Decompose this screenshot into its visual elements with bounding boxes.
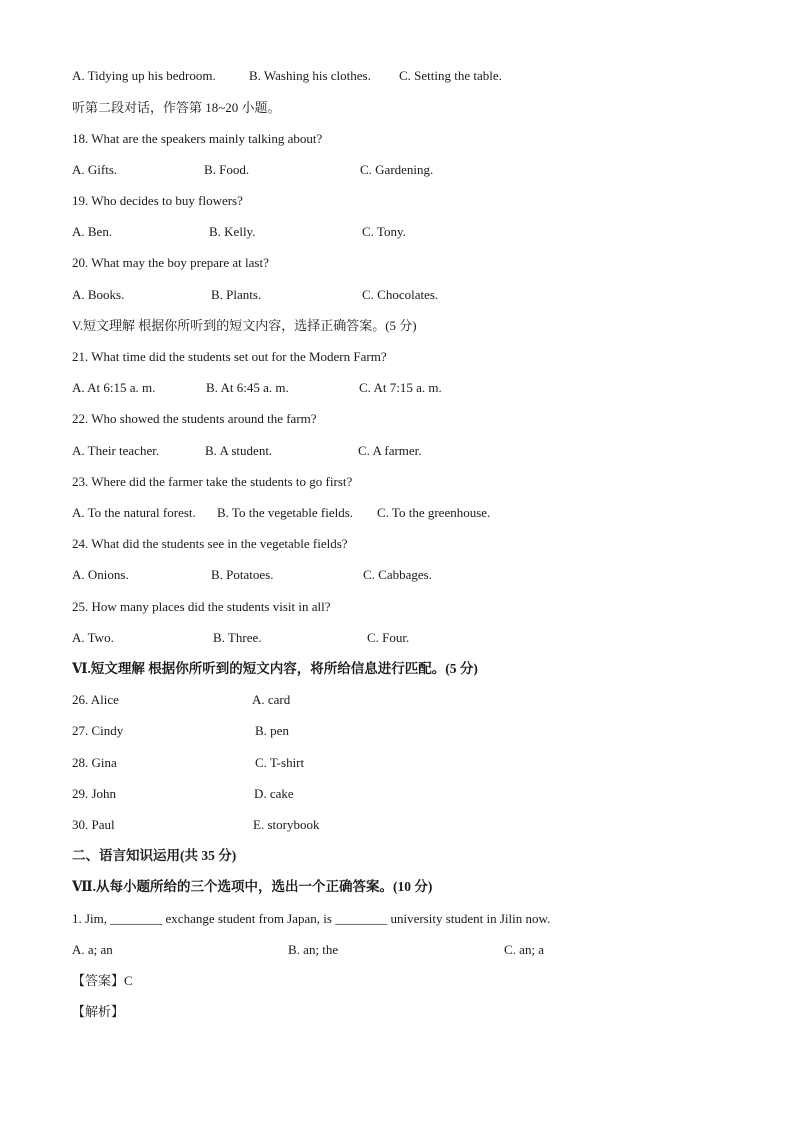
matching-gift: E. storybook <box>253 817 320 832</box>
option-b: B. Washing his clothes. <box>249 68 371 83</box>
matching-gift: A. card <box>252 692 291 707</box>
option-c: C. an; a <box>504 942 545 957</box>
option-a: A. Gifts. <box>72 162 118 177</box>
matching-person: 29. John <box>72 786 117 801</box>
option-b: B. Food. <box>204 162 250 177</box>
option-b: B. Kelly. <box>209 224 256 239</box>
answer-line <box>72 972 133 990</box>
option-c: C. At 7:15 a. m. <box>359 380 442 395</box>
part-two-heading: 二、语言知识运用(共 35 分) <box>72 848 237 863</box>
question-23-stem: 23. Where did the farmer take the students to go first? <box>72 474 353 489</box>
question-20-stem: 20. What may the boy prepare at last? <box>72 255 269 270</box>
analysis-label: 【解析】 <box>72 1004 125 1019</box>
question-18-stem: 18. What are the speakers mainly talking about? <box>72 131 323 146</box>
option-a: A. Their teacher. <box>72 443 160 458</box>
option-c: C. Chocolates. <box>362 287 439 302</box>
option-b: B. Plants. <box>211 287 262 302</box>
answer-label: 【答案】 <box>72 973 125 988</box>
option-c: C. Gardening. <box>360 162 434 177</box>
option-c: C. Cabbages. <box>363 567 432 582</box>
option-c: C. A farmer. <box>358 443 422 458</box>
section-dialog-2-heading: 听第二段对话，作答第 18~20 小题。 <box>72 100 281 115</box>
option-b: B. Three. <box>213 630 262 645</box>
section-v-heading: V.短文理解 根据你所听到的短文内容，选择正确答案。(5 分) <box>72 318 417 333</box>
option-b: B. Potatoes. <box>211 567 274 582</box>
question-19-stem: 19. Who decides to buy flowers? <box>72 193 243 208</box>
option-c: C. Tony. <box>362 224 406 239</box>
matching-gift: B. pen <box>255 723 289 738</box>
option-b: B. At 6:45 a. m. <box>206 380 289 395</box>
section-vii-heading: Ⅶ.从每小题所给的三个选项中，选出一个正确答案。(10 分) <box>72 879 433 894</box>
matching-person: 30. Paul <box>72 817 115 832</box>
option-a: A. At 6:15 a. m. <box>72 380 156 395</box>
option-a: A. Tidying up his bedroom. <box>72 68 216 83</box>
option-b: B. To the vegetable fields. <box>217 505 354 520</box>
option-a: A. Two. <box>72 630 114 645</box>
option-c: C. Four. <box>367 630 410 645</box>
option-a: A. a; an <box>72 942 113 957</box>
option-c: C. To the greenhouse. <box>377 505 491 520</box>
option-c: C. Setting the table. <box>399 68 502 83</box>
question-21-stem: 21. What time did the students set out for the Modern Farm? <box>72 349 387 364</box>
question-24-stem: 24. What did the students see in the vegetable fields? <box>72 536 348 551</box>
question-25-stem: 25. How many places did the students visit in all? <box>72 599 331 614</box>
option-a: A. Books. <box>72 287 125 302</box>
option-b: B. an; the <box>288 942 339 957</box>
option-a: A. Onions. <box>72 567 129 582</box>
matching-gift: C. T-shirt <box>255 755 305 770</box>
matching-gift: D. cake <box>254 786 294 801</box>
option-a: A. Ben. <box>72 224 113 239</box>
section-vi-heading: Ⅵ.短文理解 根据你所听到的短文内容，将所给信息进行匹配。(5 分) <box>72 661 478 676</box>
matching-person: 28. Gina <box>72 755 117 770</box>
option-b: B. A student. <box>205 443 273 458</box>
question-1-stem: 1. Jim, ________ exchange student from Japan, is ________ university student in Jilin now. <box>72 911 551 926</box>
option-a: A. To the natural forest. <box>72 505 196 520</box>
matching-person: 27. Cindy <box>72 723 124 738</box>
matching-person: 26. Alice <box>72 692 119 707</box>
question-22-stem: 22. Who showed the students around the farm? <box>72 411 317 426</box>
answer-value: C <box>124 973 133 988</box>
